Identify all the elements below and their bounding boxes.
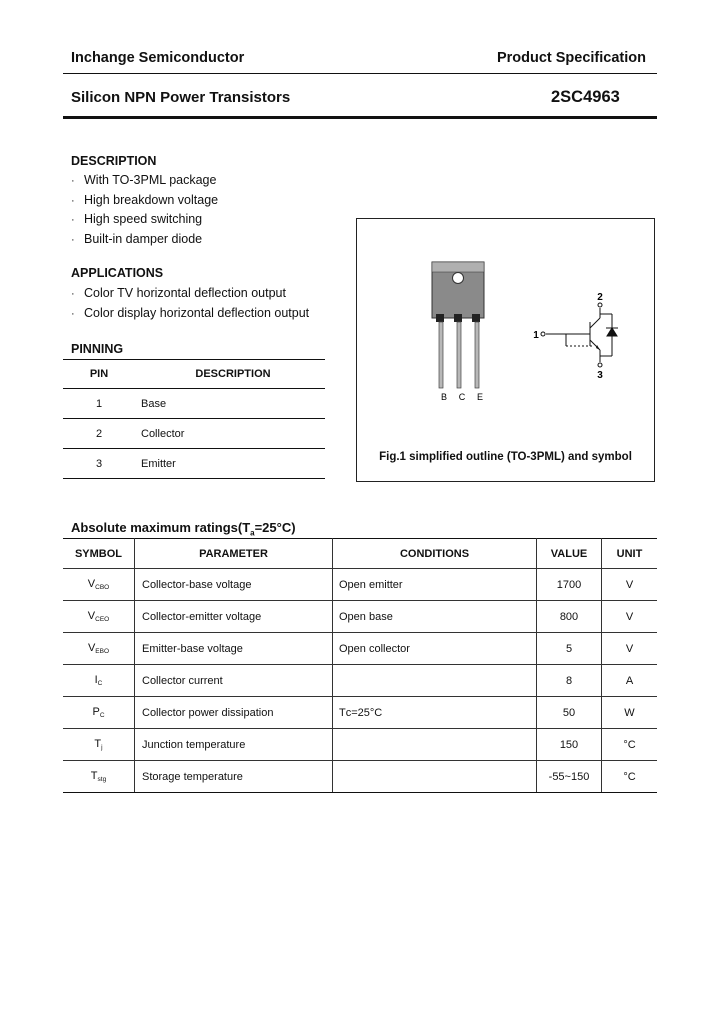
pin-number: 1 bbox=[63, 389, 135, 419]
figure-caption: Fig.1 simplified outline (TO-3PML) and symbol bbox=[379, 451, 632, 463]
table-row bbox=[63, 419, 325, 449]
conditions-cell bbox=[333, 761, 537, 793]
list-item: · Color TV horizontal deflection output bbox=[71, 284, 309, 304]
bullet-icon: · bbox=[71, 307, 75, 320]
conditions-cell bbox=[333, 665, 537, 697]
column-header: PIN bbox=[63, 360, 135, 389]
table-row bbox=[63, 665, 657, 697]
conditions-cell: Open collector bbox=[333, 633, 537, 665]
symbol-cell: VEBO bbox=[63, 633, 135, 665]
parameter-cell: Collector current bbox=[135, 665, 333, 697]
symbol-cell: Tstg bbox=[63, 761, 135, 793]
unit-cell: V bbox=[602, 601, 658, 633]
lead-label-b: B bbox=[440, 392, 448, 402]
value-cell: 5 bbox=[537, 633, 602, 665]
column-header: DESCRIPTION bbox=[135, 360, 325, 389]
applications-heading: APPLICATIONS bbox=[71, 266, 164, 280]
symbol-pin-2: 2 bbox=[597, 292, 603, 303]
symbol-cell: VCBO bbox=[63, 569, 135, 601]
table-row bbox=[63, 761, 657, 793]
pin-number: 2 bbox=[63, 419, 135, 449]
company-name: Inchange Semiconductor bbox=[71, 50, 245, 66]
list-item: · Color display horizontal deflection output bbox=[71, 304, 309, 324]
unit-cell: W bbox=[602, 697, 658, 729]
conditions-cell bbox=[333, 729, 537, 761]
conditions-cell: Tᴄ=25°C bbox=[333, 697, 537, 729]
bullet-icon: · bbox=[71, 194, 75, 207]
description-list bbox=[71, 171, 218, 250]
pinning-heading: PINNING bbox=[71, 342, 124, 356]
column-header: VALUE bbox=[537, 539, 602, 569]
ratings-table bbox=[63, 538, 657, 793]
unit-cell: °C bbox=[602, 729, 658, 761]
parameter-cell: Storage temperature bbox=[135, 761, 333, 793]
emitter-arrow-icon bbox=[596, 345, 600, 350]
column-header: SYMBOL bbox=[63, 539, 135, 569]
symbol-cell: IC bbox=[63, 665, 135, 697]
symbol-pin-3: 3 bbox=[597, 370, 603, 381]
unit-cell: V bbox=[602, 633, 658, 665]
table-row bbox=[63, 601, 657, 633]
symbol-cell: VCEO bbox=[63, 601, 135, 633]
conditions-cell: Open emitter bbox=[333, 569, 537, 601]
table-header-row bbox=[63, 539, 657, 569]
parameter-cell: Collector-base voltage bbox=[135, 569, 333, 601]
parameter-cell: Emitter-base voltage bbox=[135, 633, 333, 665]
table-row bbox=[63, 729, 657, 761]
unit-cell: °C bbox=[602, 761, 658, 793]
table-row bbox=[63, 697, 657, 729]
column-header: CONDITIONS bbox=[333, 539, 537, 569]
transistor-symbol-icon bbox=[541, 303, 618, 367]
part-number: 2SC4963 bbox=[551, 88, 620, 106]
unit-cell: A bbox=[602, 665, 658, 697]
parameter-cell: Collector power dissipation bbox=[135, 697, 333, 729]
ratings-heading: Absolute maximum $ratings(T_a=25^\circ C)$ bbox=[71, 520, 296, 538]
value-cell: 50 bbox=[537, 697, 602, 729]
symbol-cell: Tj bbox=[63, 729, 135, 761]
document-title: Silicon NPN Power Transistors bbox=[71, 89, 291, 106]
parameter-cell: Collector-emitter voltage bbox=[135, 601, 333, 633]
bullet-icon: · bbox=[71, 234, 75, 247]
header-divider bbox=[63, 73, 657, 74]
value-cell: 150 bbox=[537, 729, 602, 761]
table-row bbox=[63, 449, 325, 479]
pin-description: Emitter bbox=[135, 449, 325, 479]
pin-description: Base bbox=[135, 389, 325, 419]
bullet-icon: · bbox=[71, 288, 75, 300]
value-cell: 8 bbox=[537, 665, 602, 697]
table-row bbox=[63, 389, 325, 419]
list-item: · High speed switching bbox=[71, 210, 218, 230]
column-header: UNIT bbox=[602, 539, 658, 569]
pinning-table bbox=[63, 359, 325, 479]
lead-label-e: E bbox=[476, 392, 484, 402]
table-row bbox=[63, 633, 657, 665]
parameter-cell: Junction temperature bbox=[135, 729, 333, 761]
value-cell: 1700 bbox=[537, 569, 602, 601]
title-divider bbox=[63, 116, 657, 119]
value-cell: -55~150 bbox=[537, 761, 602, 793]
bullet-icon: · bbox=[71, 175, 75, 187]
package-drawing bbox=[432, 262, 484, 388]
unit-cell: V bbox=[602, 569, 658, 601]
value-cell: 800 bbox=[537, 601, 602, 633]
description-heading: DESCRIPTION bbox=[71, 154, 157, 168]
spec-label: Product Specification bbox=[496, 50, 646, 66]
list-item: · Built-in damper diode bbox=[71, 230, 218, 250]
symbol-pin-1: 1 bbox=[533, 330, 539, 341]
list-item: · High breakdown voltage bbox=[71, 191, 218, 211]
conditions-cell: Open base bbox=[333, 601, 537, 633]
pin-number: 3 bbox=[63, 449, 135, 479]
bullet-icon: · bbox=[71, 214, 75, 227]
applications-list bbox=[71, 284, 309, 323]
symbol-cell: PC bbox=[63, 697, 135, 729]
package-outline-figure bbox=[356, 218, 655, 448]
list-item: · With TO-3PML package bbox=[71, 171, 218, 191]
table-row bbox=[63, 569, 657, 601]
lead-label-c: C bbox=[458, 392, 466, 402]
column-header: PARAMETER bbox=[135, 539, 333, 569]
table-header-row bbox=[63, 360, 325, 389]
pin-description: Collector bbox=[135, 419, 325, 449]
